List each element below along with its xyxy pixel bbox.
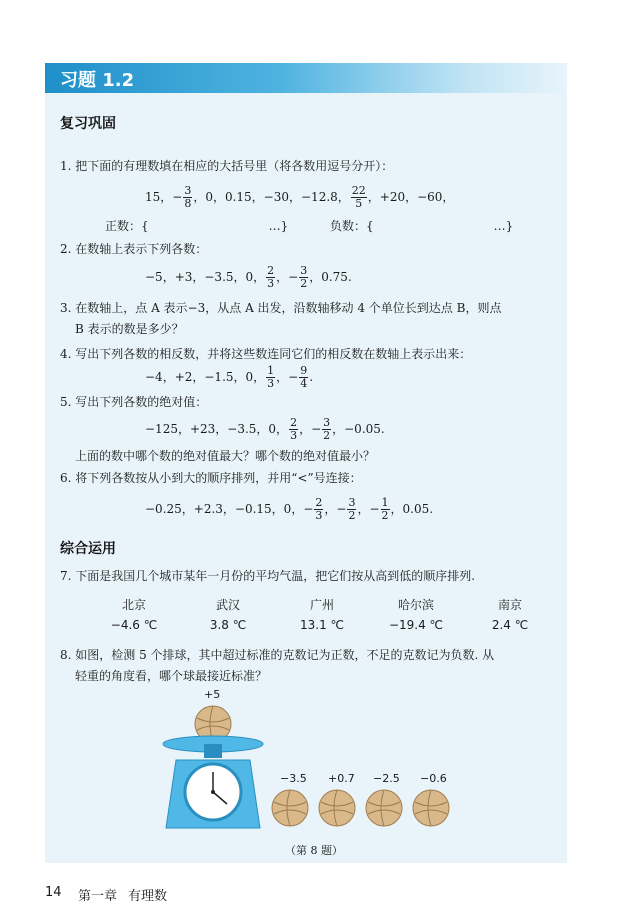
volleyball-row: [270, 788, 460, 830]
city-name: 哈尔滨: [397, 598, 434, 612]
q1-numbers: [145, 182, 454, 212]
city-name: 广州: [309, 598, 334, 612]
q1-fraction-1: $\frac{3}{8}$: [184, 184, 192, 210]
q4-fraction-2: $\frac{9}{4}$: [300, 364, 308, 390]
q4-part2: ，−: [276, 370, 299, 384]
page-number: 14: [45, 885, 62, 900]
ball-label-2: +0.7: [328, 772, 355, 785]
ball-label-4: −0.6: [420, 772, 447, 785]
city-temp: 3.8 ℃: [209, 618, 247, 632]
q1-prompt: 1. 把下面的有理数填在相应的大括号里（将各数用逗号分开）：: [60, 159, 394, 173]
q6-fraction-3: $\frac{1}{2}$: [381, 496, 389, 522]
q3-line1: 3. 在数轴上，点 A 表示−3，从点 A 出发，沿数轴移动 4 个单位长到达点 B，则点: [60, 301, 502, 315]
chapter-label: 第一章: [78, 889, 118, 904]
q2-part2: ，−: [276, 270, 299, 284]
q6-part3: ，−: [357, 502, 380, 516]
chapter-title: 有理数: [128, 889, 168, 904]
volleyball-icon: [319, 790, 355, 826]
kitchen-scale-illustration: [160, 700, 275, 840]
q5-part3: ，−0.05.: [332, 422, 385, 436]
q5-fraction-1: $\frac{2}{3}$: [290, 416, 298, 442]
q1-negative-set: [330, 218, 513, 234]
q4-part3: .: [309, 370, 314, 384]
q1-positive-set: [105, 218, 288, 234]
q2-numbers: [145, 262, 352, 292]
q6-part1: −0.25，+2.3，−0.15，0，−: [145, 502, 314, 516]
q8-line2: 轻重的角度看，哪个球最接近标准？: [75, 669, 268, 683]
q1-positive-end: …}: [268, 219, 289, 233]
q2-part3: ，0.75.: [309, 270, 352, 284]
q6-fraction-1: $\frac{2}{3}$: [315, 496, 323, 522]
ball-label-1: −3.5: [280, 772, 307, 785]
q5-follow-up: 上面的数中哪个数的绝对值最大？哪个数的绝对值最小？: [75, 449, 376, 463]
q1-part1: 15，−: [145, 190, 183, 204]
q5-part1: −125，+23，−3.5，0，: [145, 422, 289, 436]
q3-line2: B 表示的数是多少？: [75, 322, 184, 336]
q1-part3: ，+20，−60，: [367, 190, 455, 204]
q6-part4: ，0.05.: [390, 502, 434, 516]
q6-part2: ，−: [324, 502, 347, 516]
q4-numbers: [145, 362, 313, 392]
q2-fraction-2: $\frac{3}{2}$: [300, 264, 308, 290]
q1-negative-label: 负数：{: [330, 219, 374, 233]
q2-part1: −5，+3，−3.5，0，: [145, 270, 266, 284]
q1-part2: ，0，0.15，−30，−12.8，: [193, 190, 350, 204]
q2-fraction-1: $\frac{2}{3}$: [267, 264, 275, 290]
q7-prompt: 7. 下面是我国几个城市某年一月份的平均气温，把它们按从高到低的顺序排列.: [60, 569, 476, 583]
q1-fraction-2: $\frac{22}{5}$: [351, 184, 366, 210]
volleyball-icon: [272, 790, 308, 826]
q7-temp-row: [92, 618, 552, 632]
section-apply-heading: 综合运用: [60, 541, 116, 557]
q4-fraction-1: $\frac{1}{3}$: [267, 364, 275, 390]
city-temp: 13.1 ℃: [299, 618, 344, 632]
section-review-heading: 复习巩固: [60, 116, 116, 132]
q5-part2: ，−: [299, 422, 322, 436]
q5-numbers: [145, 414, 385, 444]
q5-prompt: 5. 写出下列各数的绝对值：: [60, 395, 208, 409]
city-name: 南京: [497, 598, 522, 612]
city-name: 武汉: [215, 598, 240, 612]
volleyball-icon: [366, 790, 402, 826]
q8-line1: 8. 如图，检测 5 个排球，其中超过标准的克数记为正数，不足的克数记为负数. 从: [60, 648, 495, 662]
ball-label-3: −2.5: [373, 772, 400, 785]
q2-prompt: 2. 在数轴上表示下列各数：: [60, 242, 208, 256]
q5-fraction-2: $\frac{3}{2}$: [323, 416, 331, 442]
city-temp: −4.6 ℃: [110, 618, 158, 632]
exercise-title: 习题 1.2: [60, 70, 135, 91]
figure-caption: （第 8 题）: [285, 844, 343, 857]
scale-ball-label: +5: [204, 688, 221, 701]
city-temp: −19.4 ℃: [388, 618, 444, 632]
q6-numbers: [145, 494, 433, 524]
q7-city-row: [92, 596, 552, 613]
city-name: 北京: [121, 598, 146, 612]
q1-positive-label: 正数：{: [105, 219, 149, 233]
q6-fraction-2: $\frac{3}{2}$: [348, 496, 356, 522]
q6-prompt: 6. 将下列各数按从小到大的顺序排列，并用“<”号连接：: [60, 471, 362, 485]
q4-part1: −4，+2，−1.5，0，: [145, 370, 266, 384]
volleyball-icon: [413, 790, 449, 826]
q4-prompt: 4. 写出下列各数的相反数，并将这些数连同它们的相反数在数轴上表示出来：: [60, 347, 472, 361]
q1-negative-end: …}: [493, 219, 514, 233]
city-temp: 2.4 ℃: [491, 618, 529, 632]
